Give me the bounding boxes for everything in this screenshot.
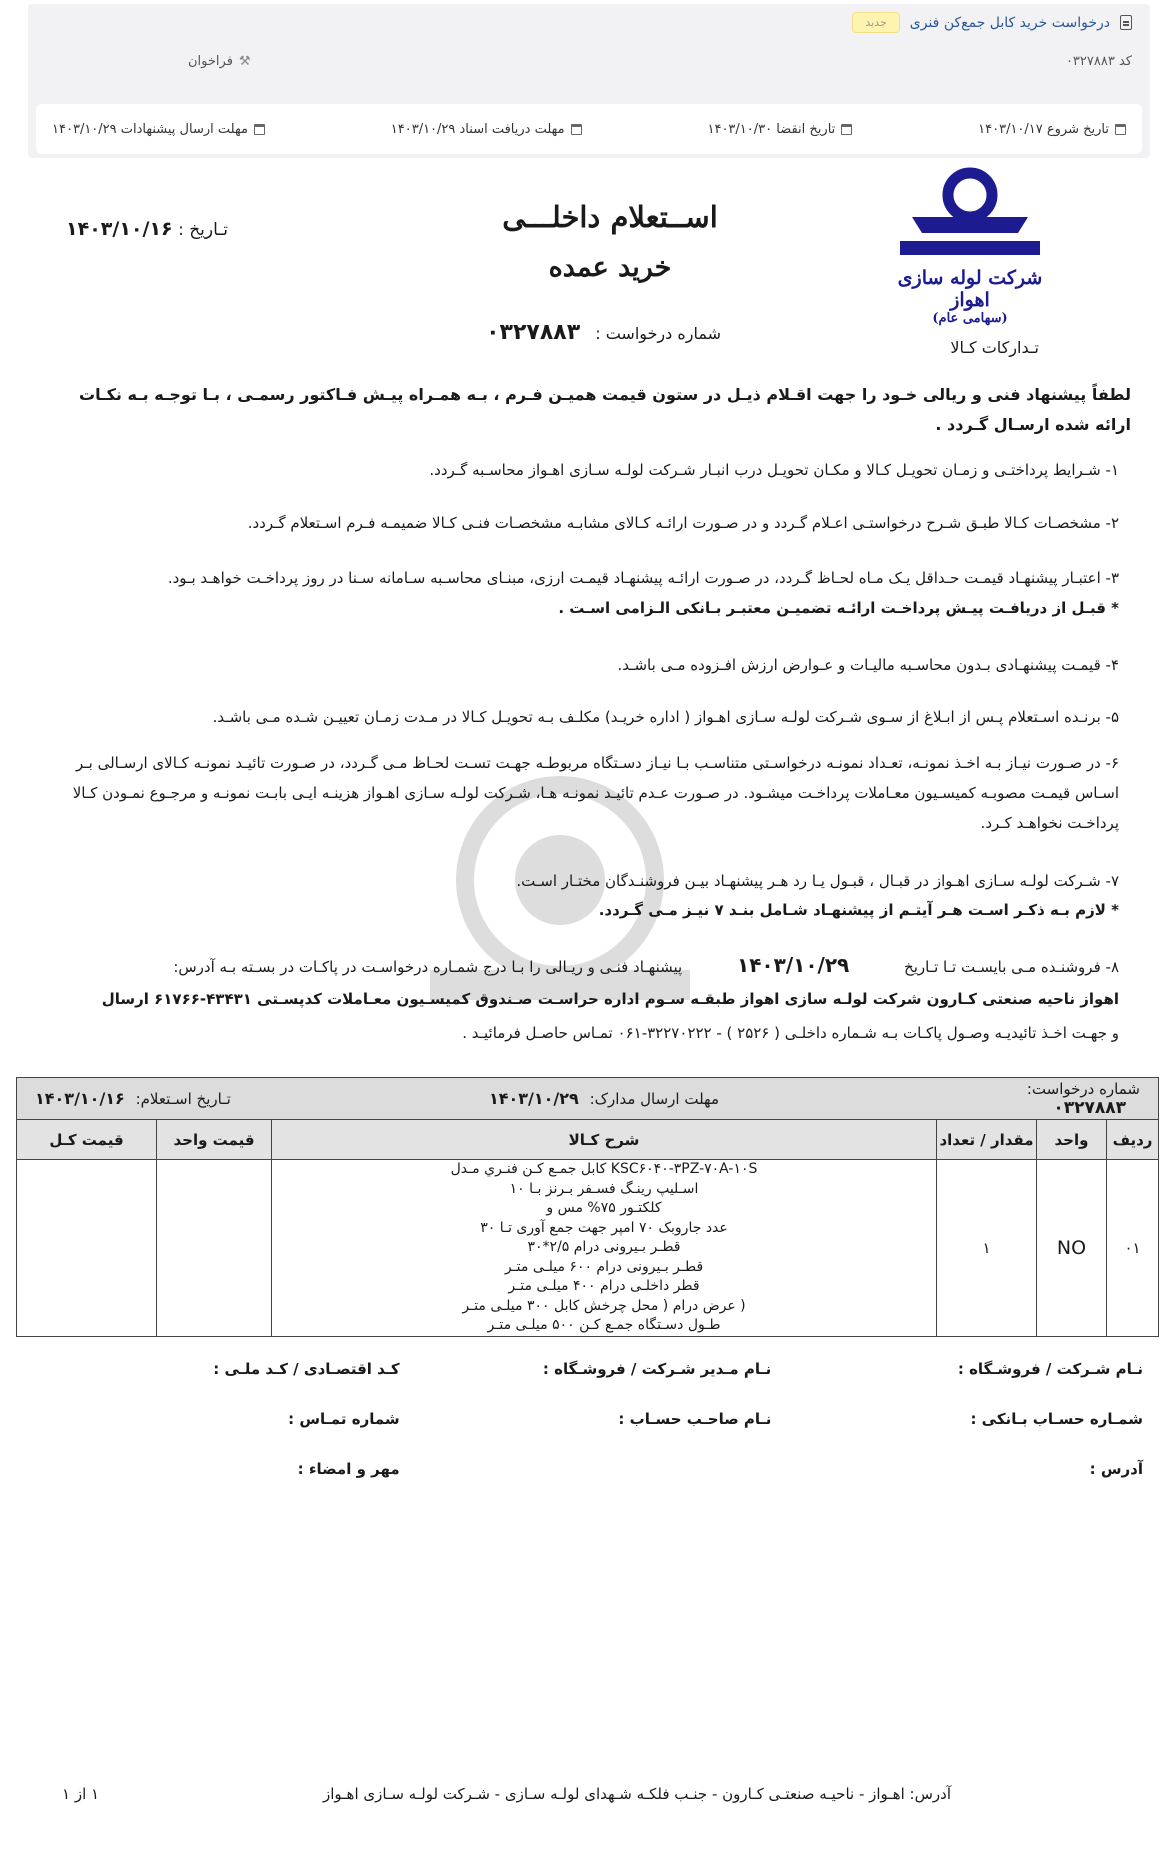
items-table: [16, 1077, 1159, 1337]
spacer: [400, 1460, 772, 1510]
col-description: شرح کـالا: [272, 1120, 937, 1160]
clause-2: ۲- مشخصـات کـالا طبـق شـرح درخواستـی اعـلام گـردد و در صـورت ارائـه کـالای مشابـه مشخصـات فنـی کـالا ضمیمـه فـرم اسـتعلام گـردد.: [247, 514, 1119, 532]
phone-field[interactable]: شماره تمـاس :: [288, 1410, 400, 1428]
tender-title[interactable]: درخواست خرید کابل جمع‌کن فنری: [909, 14, 1110, 31]
desc-line: KSC۶۰۴۰-۳PZ-۷۰A-۱۰S کابل جمـع کـن فنـري مـدل: [450, 1161, 758, 1177]
clause-8: [40, 950, 1119, 982]
address-field[interactable]: آدرس :: [1089, 1460, 1143, 1478]
meta-inquiry-date-value: ۱۴۰۳/۱۰/۱۶: [35, 1089, 125, 1108]
cell-qty: ۱: [937, 1160, 1037, 1337]
economic-code-field[interactable]: کـد اقتصـادی / کـد ملـی :: [213, 1360, 400, 1378]
col-unit: واحد: [1037, 1120, 1107, 1160]
meta-inquiry-date: [17, 1078, 272, 1120]
company-name: شرکت لوله سازی اهواز: [897, 267, 1043, 311]
item-description: [272, 1160, 936, 1336]
clause-3-note: * قبـل از دریافـت پیـش پرداخـت ارائـه تضمیـن معتبـر بـانکی الـزامی اسـت .: [558, 599, 1119, 617]
proposal-deadline-label: مهلت ارسال پیشنهادات ۱۴۰۳/۱۰/۲۹: [52, 121, 248, 137]
calendar-icon: [841, 124, 852, 135]
intro-paragraph: لطفاً پیشنهاد فنی و ریالی خـود را جهت اقـلام ذیـل در ستون قیمت همیـن فـرم ، بـه همـراه پیـش فـاکتور رسمـی ، بـا توجـه بـه نکـات ارائه شده ارسـال گـردد .: [79, 385, 1131, 434]
cell-row-no: ۰۱: [1107, 1160, 1159, 1337]
col-qty: مقدار / تعداد: [937, 1120, 1037, 1160]
meta-deadline-value: ۱۴۰۳/۱۰/۲۹: [488, 1089, 579, 1108]
col-row-no: ردیف: [1107, 1120, 1159, 1160]
footer-address: آدرس: اهـواز - ناحیـه صنعتـی کـارون - جنـب فلکـه شـهدای لولـه سـازی - شـرکت لولـه سـازی اهـواز: [323, 1785, 951, 1803]
table-header-row: [17, 1120, 1159, 1160]
clause-1: ۱- شـرایط پرداختـی و زمـان تحویـل کـالا و مکـان تحویـل درب انبـار شـرکت لولـه سـازی اهـواز محاسـبه گـردد.: [429, 461, 1119, 479]
document-date-label: تـاریخ :: [178, 220, 228, 240]
desc-line: کلکتـور ۷۵% مس و: [546, 1200, 662, 1216]
start-date: [978, 122, 1126, 137]
document-date: [66, 218, 228, 240]
calendar-icon: [1115, 124, 1126, 135]
confirmation-phone: و جهـت اخـذ تائیدیـه وصـول پاکـات بـه شـماره داخلـی ( ۲۵۲۶ ) - ۳۲۲۷۰۲۲۲-۰۶۱ تمـاس حاصـل فرمائیـد .: [462, 1024, 1119, 1042]
company-emblem-icon: [900, 165, 1040, 265]
document-date-value: ۱۴۰۳/۱۰/۱۶: [66, 218, 173, 240]
clause-5: ۵- برنـده اسـتعلام پـس از ابـلاغ از سـوی شـرکت لولـه سـازی اهـواز ( اداره خریـد) مکلـف بـه تحویـل کـالا در مـدت زمـان تعییـن شـده مـی باشـد.: [212, 708, 1119, 726]
clause-7-note: * لازم بـه ذکـر اسـت هـر آیتـم از پیشنهـاد شـامل بنـد ۷ نیـز مـی گـردد.: [598, 901, 1119, 919]
tender-title-row[interactable]: [852, 12, 1132, 33]
meta-request-label: شماره درخواست:: [1026, 1079, 1140, 1098]
calendar-icon: [571, 124, 582, 135]
cell-unit: NO: [1037, 1160, 1107, 1337]
desc-line: اسـلیپ رینـگ فسـفر بـرنز بـا ۱۰: [509, 1180, 699, 1197]
tender-code: کد ۰۳۲۷۸۸۳: [1065, 54, 1132, 69]
company-type: (سهامی عام): [932, 311, 1008, 326]
cell-total-price[interactable]: [17, 1160, 157, 1337]
table-meta-row: [17, 1078, 1159, 1120]
company-name-field[interactable]: نـام شـرکت / فروشـگاه :: [957, 1360, 1143, 1378]
cell-unit-price[interactable]: [157, 1160, 272, 1337]
document-icon: [1120, 15, 1132, 30]
meta-deadline: [272, 1078, 937, 1120]
clause-7: ۷- شـرکت لولـه سـازی اهـواز در قبـال ، قبـول یـا رد هـر پیشنهـاد بیـن فروشنـدگان مختـار اسـت.: [516, 872, 1119, 890]
page-subtitle: خرید عمده: [548, 252, 672, 283]
calendar-icon: [254, 124, 265, 135]
meta-request-value: ۰۳۲۷۸۸۳: [1053, 1097, 1126, 1118]
meta-deadline-label: مهلت ارسال مدارک:: [589, 1090, 720, 1108]
department-name: تـدارکات کـالا: [950, 338, 1039, 357]
fields-row: [28, 1460, 1143, 1510]
company-logo: [885, 165, 1055, 365]
clause-8-deadline: ۱۴۰۳/۱۰/۲۹: [736, 953, 850, 977]
clause-3: ۳- اعتبـار پیشنهـاد قیمـت حـداقل یـک مـاه لحـاظ گـردد، در صـورت ارائـه پیشنهـاد قیمـت ارزی، مبنـای محاسـبه سـامانه سـنا در روز پرداخـت خواهـد بـود.: [167, 569, 1119, 587]
documents-deadline-label: مهلت دریافت اسناد ۱۴۰۳/۱۰/۲۹: [390, 121, 565, 137]
expiry-date-label: تاریخ انقضا ۱۴۰۳/۱۰/۳۰: [707, 121, 836, 137]
gavel-icon: ⚒: [238, 54, 251, 69]
meta-request: [937, 1078, 1159, 1120]
desc-line: قطـر بـیرونی درام ۶۰۰ میلـی متـر: [504, 1258, 704, 1275]
manager-name-field[interactable]: نـام مـدیر شـرکت / فروشـگاه :: [542, 1360, 772, 1378]
page-title: اســتعلام داخلـــی: [502, 200, 718, 234]
desc-line: طـول دسـتگاه جمـع کـن ۵۰۰ میلـی متـر: [487, 1317, 721, 1333]
start-date-label: تاریخ شروع ۱۴۰۳/۱۰/۱۷: [978, 121, 1109, 137]
col-unit-price: قیمت واحد: [157, 1120, 272, 1160]
clause-8-lead: ۸- فروشنـده مـی بایسـت تـا تـاریخ: [904, 958, 1119, 976]
documents-deadline: [391, 122, 582, 137]
supplier-info-fields: [28, 1360, 1143, 1510]
clause-8-tail: پیشنهـاد فنـی و ریـالی را بـا درج شمـاره درخواسـت در پاکـات در بسـته بـه آدرس:: [173, 958, 683, 976]
meta-inquiry-date-label: تـاریخ اسـتعلام:: [135, 1090, 231, 1108]
fields-row: [28, 1410, 1143, 1460]
page-number: ۱ از ۱: [62, 1785, 100, 1803]
account-holder-field[interactable]: نـام صاحـب حسـاب :: [618, 1410, 772, 1428]
cell-description: [272, 1160, 937, 1337]
call-type-label: فراخوان: [188, 54, 233, 69]
delivery-address: اهواز ناحیه صنعتی کـارون شرکت لولـه سازی اهواز طبقـه سـوم اداره حراسـت صـندوق کمیسـیون معـاملات کدپسـتی ۴۳۴۳۱-۶۱۷۶۶ ارسال: [101, 990, 1119, 1008]
desc-line: ( عرض درام ( محل چرخش کابل ۳۰۰ میلـی متـر: [462, 1297, 746, 1314]
col-total-price: قیمت کـل: [17, 1120, 157, 1160]
fields-row: [28, 1360, 1143, 1410]
clause-6: ۶- در صـورت نیـاز بـه اخـذ نمونـه، تعـداد نمونـه درخواسـتی متناسـب بـا نیـاز دسـتگاه مربوطـه جهـت تسـت لحـاظ مـی گـردد، در صـورت تائیـد نمونـه کـالای ارسـالی بـر اسـاس قیمـت مصوبـه کمیسـیون معـاملات پرداخـت میشـود. در صـورت عـدم تائیـد نمونـه هـا، شـرکت لولـه سـازی اهـواز هزینـه ایـی بابـت نمونـه و مرجـوع نمـودن کـالا پرداخـت نخواهـد کـرد.: [72, 754, 1119, 832]
request-number-value: ۰۳۲۷۸۸۳: [486, 320, 581, 345]
bank-account-field[interactable]: شمـاره حسـاب بـانکی :: [970, 1410, 1143, 1428]
new-badge: جدید: [852, 12, 899, 33]
request-number: [486, 320, 721, 345]
request-number-label: شماره درخواست :: [595, 324, 721, 343]
expiry-date: [707, 122, 852, 137]
call-type: [188, 54, 251, 69]
desc-line: قطـر بـیرونی درام ۲/۵*۳۰: [527, 1239, 681, 1255]
table-row: [17, 1160, 1159, 1337]
seal-signature-field[interactable]: مهر و امضاء :: [297, 1460, 400, 1478]
proposal-deadline: [52, 122, 265, 137]
tender-header-card: [28, 4, 1150, 158]
clause-4: ۴- قیمـت پیشنهـادی بـدون محاسـبه مالیـات و عـوارض ارزش افـزوده مـی باشـد.: [617, 656, 1119, 674]
desc-line: قطر داخلـی درام ۴۰۰ میلـی متـر: [508, 1278, 700, 1294]
tender-dates-bar: [36, 104, 1142, 154]
desc-line: عدد جاروبک ۷۰ امپر جهت جمع آوری تـا ۳۰: [480, 1219, 728, 1236]
